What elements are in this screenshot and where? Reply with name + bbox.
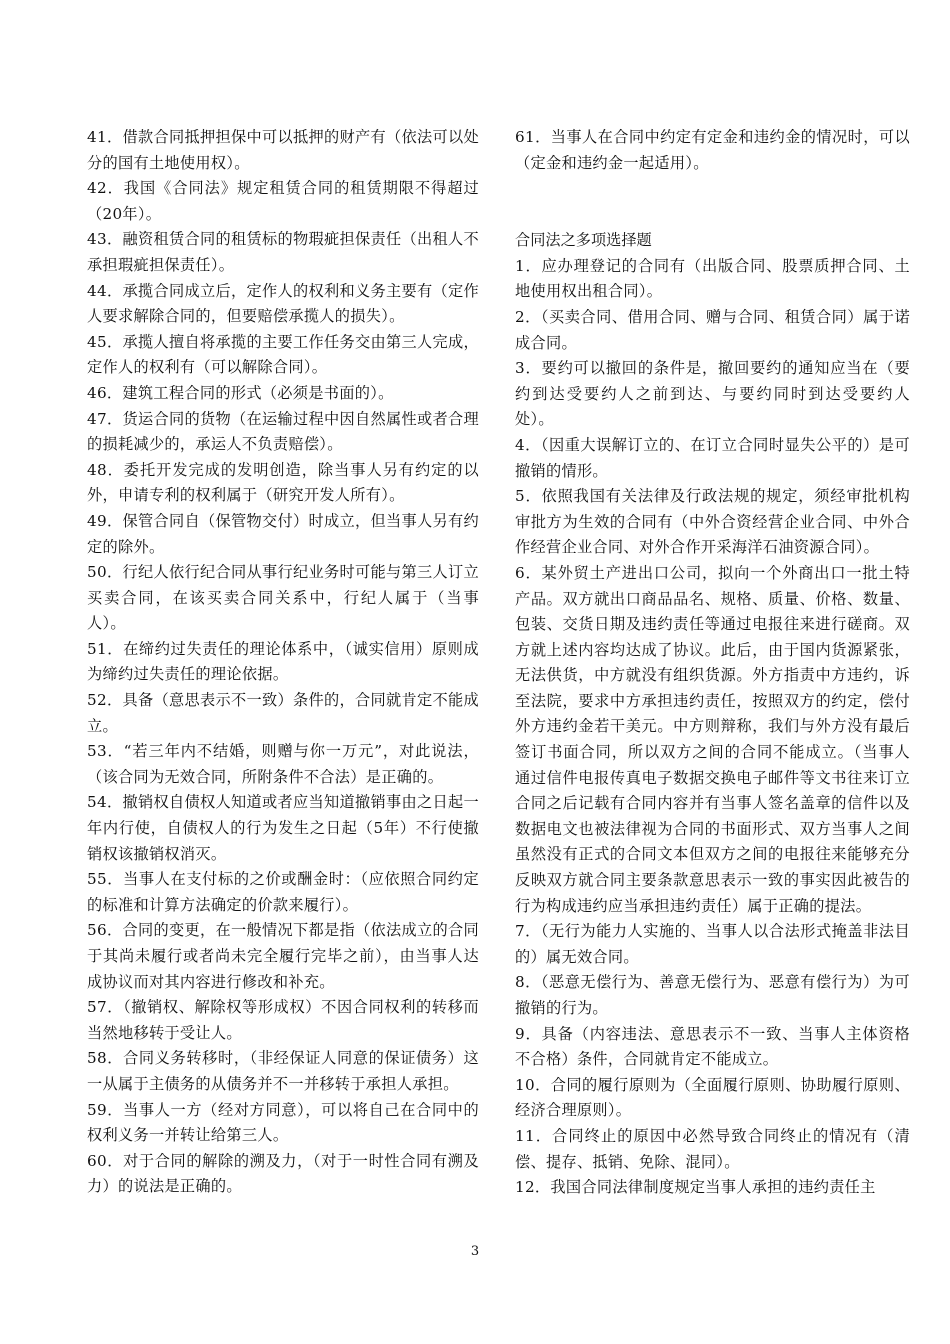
- question-56: 56．合同的变更，在一般情况下都是指（依法成立的合同于其尚未履行或者尚未完全履行完毕之前），由当事人达成协议而对其内容进行修改和补充。: [87, 921, 479, 991]
- question-51: 51．在缔约过失责任的理论体系中，（诚实信用）原则成为缔约过失责任的理论依据。: [87, 639, 479, 684]
- multi-question-1: 1．应办理登记的合同有（出版合同、股票质押合同、土地使用权出租合同）。: [515, 256, 910, 301]
- section-heading: 合同法之多项选择题: [515, 231, 652, 250]
- question-45: 45．承揽人擅自将承揽的主要工作任务交由第三人完成，定作人的权利有（可以解除合同）。: [87, 332, 479, 377]
- right-column: [515, 125, 910, 1201]
- multi-question-2: 2．（买卖合同、借用合同、赠与合同、租赁合同）属于诺成合同。: [515, 307, 910, 352]
- multi-question-4: 4．（因重大误解订立的、在订立合同时显失公平的）是可撤销的情形。: [515, 435, 910, 480]
- question-59: 59．当事人一方（经对方同意），可以将自己在合同中的权利义务一并转让给第三人。: [87, 1100, 479, 1145]
- question-46: 46．建筑工程合同的形式（必须是书面的）。: [87, 383, 394, 402]
- question-54: 54．撤销权自债权人知道或者应当知道撤销事由之日起一年内行使，自债权人的行为发生之日起（5年）不行使撤销权该撤销权消灭。: [87, 793, 479, 863]
- multi-question-8: 8．（恶意无偿行为、善意无偿行为、恶意有偿行为）为可撤销的行为。: [515, 973, 910, 1017]
- question-57: 57．（撤销权、解除权等形成权）不因合同权利的转移而当然地移转于受让人。: [87, 998, 479, 1042]
- question-44: 44．承揽合同成立后，定作人的权利和义务主要有（定作人要求解除合同的，但要赔偿承揽人的损失）。: [87, 281, 479, 326]
- question-58: 58．合同义务转移时，（非经保证人同意的保证债务）这一从属于主债务的从债务并不一并移转于承担人承担。: [87, 1049, 479, 1093]
- multi-question-7: 7．（无行为能力人实施的、当事人以合法形式掩盖非法目的）属无效合同。: [515, 922, 910, 966]
- multi-question-3: 3．要约可以撤回的条件是，撤回要约的通知应当在（要约到达受要约人之前到达、与要约同时到达受要约人处）。: [515, 359, 910, 429]
- multi-question-11: 11．合同终止的原因中必然导致合同终止的情况有（清偿、提存、抵销、免除、混同）。: [515, 1126, 910, 1171]
- question-41: 41．借款合同抵押担保中可以抵押的财产有（依法可以处分的国有土地使用权）。: [87, 128, 479, 172]
- question-61: 61．当事人在合同中约定有定金和违约金的情况时，可以（定金和违约金一起适用）。: [515, 128, 910, 172]
- question-50: 50．行纪人依行纪合同从事行纪业务时可能与第三人订立买卖合同，在该买卖合同关系中，行纪人属于（当事人）。: [87, 563, 479, 633]
- question-47: 47．货运合同的货物（在运输过程中因自然属性或者合理的损耗减少的，承运人不负责赔偿）。: [87, 409, 479, 454]
- question-42: 42．我国《合同法》规定租赁合同的租赁期限不得超过（20年）。: [87, 179, 479, 223]
- question-48: 48．委托开发完成的发明创造，除当事人另有约定的以外，申请专利的权利属于（研究开发人所有）。: [87, 460, 479, 505]
- multi-question-6: 6．某外贸土产进出口公司，拟向一个外商出口一批土特产品。双方就出口商品品名、规格、质量、价格、数量、包装、交货日期及违约责任等通过电报往来进行磋商。双方就上述内容均达成了协议。此后，由于国内货源紧张，无法供货，中方就没有组织货源。外方指责中方违约，诉至法院，要求中方承担违约责任，按照双方的约定，偿付外方违约金若干美元。中方则辩称，我们与外方没有最后签订书面合同，所以双方之间的合同不能成立。（当事人通过信件电报传真电子数据交换电子邮件等文书往来订立合同之后记载有合同内容并有当事人签名盖章的信件以及数据电文也被法律视为合同的书面形式、双方当事人之间虽然没有正式的合同文本但双方之间的电报往来能够充分反映双方就合同主要条款意思表示一致的事实因此被告的行为构成违约应当承担违约责任）属于正确的提法。: [515, 563, 910, 915]
- question-52: 52．具备（意思表示不一致）条件的，合同就肯定不能成立。: [87, 691, 479, 735]
- question-43: 43．融资租赁合同的租赁标的物瑕疵担保责任（出租人不承担瑕疵担保责任）。: [87, 230, 479, 274]
- question-55: 55．当事人在支付标的之价或酬金时：（应依照合同约定的标准和计算方法确定的价款来履行）。: [87, 870, 479, 914]
- section-spacer: [515, 176, 910, 228]
- question-53: 53．“若三年内不结婚，则赠与你一万元”，对此说法，（该合同为无效合同，所附条件不合法）是正确的。: [87, 742, 479, 786]
- multi-question-5: 5．依照我国有关法律及行政法规的规定，须经审批机构审批方为生效的合同有（中外合资经营企业合同、中外合作经营企业合同、对外合作开采海洋石油资源合同）。: [515, 487, 910, 557]
- question-60: 60．对于合同的解除的溯及力，（对于一时性合同有溯及力）的说法是正确的。: [87, 1151, 479, 1196]
- multi-question-9: 9．具备（内容违法、意思表示不一致、当事人主体资格不合格）条件，合同就肯定不能成立。: [515, 1024, 910, 1069]
- page-number: 3: [470, 1244, 480, 1259]
- left-column: [87, 125, 479, 1200]
- question-49: 49．保管合同自（保管物交付）时成立，但当事人另有约定的除外。: [87, 511, 479, 556]
- multi-question-12: 12．我国合同法律制度规定当事人承担的违约责任主: [515, 1178, 876, 1197]
- multi-question-10: 10．合同的履行原则为（全面履行原则、协助履行原则、经济合理原则）。: [515, 1075, 910, 1120]
